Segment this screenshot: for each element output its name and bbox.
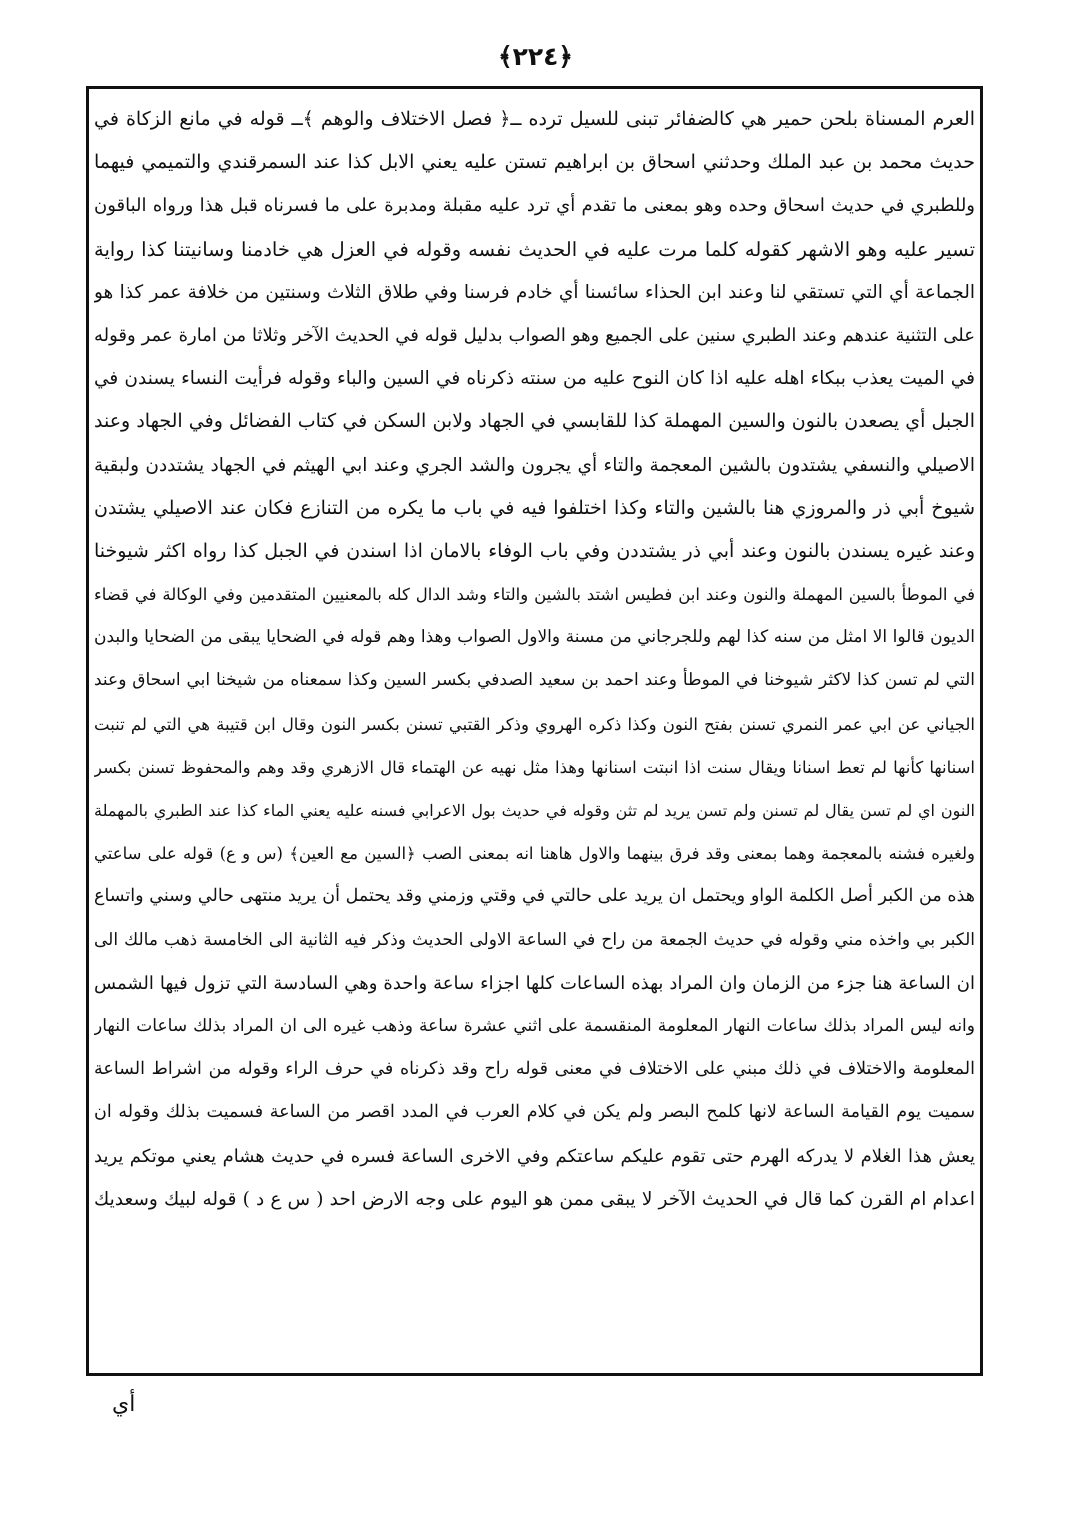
text-line: الجماعة أي التي تستقي لنا وعند ابن الحذاء سائسنا أي خادم فرسنا وفي طلاق الثلاث وسنتين من خلافة عمر كذا هو	[94, 281, 975, 303]
text-line: في الموطأ بالسين المهملة والنون وعند ابن فطيس اشتد بالشين والتاء وشد الدال كله بالمعنيين المتقدمين وفي الوكالة في قضاء	[94, 585, 975, 605]
text-line: المعلومة والاختلاف في ذلك مبني على الاختلاف في معنى قوله راح وقد ذكرناه في حرف الراء وقوله من اشراط الساعة	[94, 1059, 975, 1080]
text-line: الجياني عن ابي عمر النمري تسنن بفتح النون وكذا ذكره الهروي وذكر القتبي تسنن بكسر النون وقال ابن قتيبة هي التي لم تنبت	[94, 714, 975, 734]
text-line: الجبل أي يصعدن بالنون والسين المهملة كذا للقابسي في الجهاد ولابن السكن في كتاب الفضائل وفي الجهاد وعند	[94, 410, 975, 433]
text-line: شيوخ أبي ذر والمروزي هنا بالشين والتاء وكذا اختلفوا فيه في باب ما يكره من التنازع فكان عند الاصيلي يشتدن	[94, 496, 975, 519]
text-line: وعند غيره يسندن بالنون وعند أبي ذر يشتددن وفي باب الوفاء بالامان اذا اسندن في الجبل كذا رواه اكثر شيوخنا	[94, 539, 975, 562]
text-line: تسير عليه وهو الاشهر كقوله كلما مرت عليه في الحديث نفسه وقوله في العزل هي خادمنا وسانيتنا كذا رواية	[94, 237, 975, 261]
text-line: التي لم تسن كذا لاكثر شيوخنا في الموطأ وعند احمد بن سعيد الصدفي بكسر السين وكذا سمعناه من شيخنا ابي اسحاق وعند	[94, 670, 975, 691]
text-line: العرم المسناة بلحن حمير هي كالضفائر تبنى للسيل ترده ــ﴿ فصل الاختلاف والوهم ﴾ــ قوله في مانع الزكاة في	[94, 108, 975, 130]
text-line: الديون قالوا الا امثل من سنه كذا لهم وللجرجاني من مسنة والاول الصواب وهذا وهم قوله في الضحايا يبقى من الضحايا والبدن	[94, 627, 975, 648]
text-line: هذه من الكبر أصل الكلمة الواو ويحتمل ان يريد على حالتي في وقتي وزمني وقد يحتمل أن يريد منتهى حالي وسني واتساع	[94, 886, 975, 907]
text-line: على التثنية عندهم وعند الطبري سنين على الجميع وهو الصواب بدليل قوله في الحديث الآخر وثلاثا من امارة عمر وقوله	[94, 324, 975, 346]
text-line: النون اي لم تسن يقال لم تسنن ولم تسن يريد لم تثن وقوله في حديث بول الاعرابي فسنه عليه يعني الماء كذا عند الطبري بالمهملة	[94, 801, 975, 820]
page-number: ﴿٢٢٤﴾	[497, 42, 574, 71]
text-line: يعش هذا الغلام لا يدركه الهرم حتى تقوم عليكم ساعتكم وفي الاخرى الساعة فسره في حديث هشام يعني موتكم يريد	[94, 1145, 975, 1167]
text-line: سميت يوم القيامة الساعة لانها كلمح البصر ولم يكن في كلام العرب في المدد اقصر من الساعة فسميت بذلك وقوله ان	[94, 1102, 975, 1123]
text-line: اسنانها كأنها لم تعط اسنانا ويقال سنت اذا انبتت اسنانها وهذا مثل نهيه عن الهتماء قال الازهري وقد وهم والمحفوظ تسنن بكسر	[94, 757, 975, 777]
text-line: في الميت يعذب ببكاء اهله عليه اذا كان النوح عليه من سنته ذكرناه في السين والباء وقوله فرأيت النساء يسندن في	[94, 368, 975, 390]
catchword: أي	[112, 1392, 136, 1417]
text-line: اعدام ام القرن كما قال في الحديث الآخر لا يبقى ممن هو اليوم على وجه الارض احد ( س ع د ) قوله لبيك وسعديك	[94, 1188, 975, 1210]
text-line: ان الساعة هنا جزء من الزمان وان المراد بهذه الساعات كلها اجزاء ساعة واحدة وهي السادسة التي تزول فيها الشمس	[94, 972, 975, 994]
text-line: ولغيره فشنه بالمعجمة وهما بمعنى وقد فرق بينهما والاول هاهنا انه بمعنى الصب ﴿السين مع العين﴾ (س و ع) قوله على ساعتي	[94, 844, 975, 864]
text-line: حديث محمد بن عبد الملك وحدثني اسحاق بن ابراهيم تستن عليه يعني الابل كذا عند السمرقندي والتميمي فيهما	[94, 151, 975, 174]
text-line: وللطبري في حديث اسحاق وحده وهو بمعنى ما تقدم أي ترد عليه مقبلة ومدبرة على ما فسرناه قبل هذا ورواه الباقون	[94, 195, 975, 217]
text-body	[94, 98, 975, 1221]
text-line: الكبر بي واخذه مني وقوله في حديث الجمعة من راح في الساعة الاولى الحديث وذكر فيه الثانية الى الخامسة ذهب مالك الى	[94, 929, 975, 950]
text-line: الاصيلي والنسفي يشتدون بالشين المعجمة والتاء أي يجرون والشد الجري وعند ابي الهيثم في الجهاد يشتددن ولبقية	[94, 454, 975, 476]
text-line: وانه ليس المراد بذلك ساعات النهار المعلومة المنقسمة على اثني عشرة ساعة وذهب غيره الى ان المراد بذلك ساعات النهار	[94, 1015, 975, 1036]
